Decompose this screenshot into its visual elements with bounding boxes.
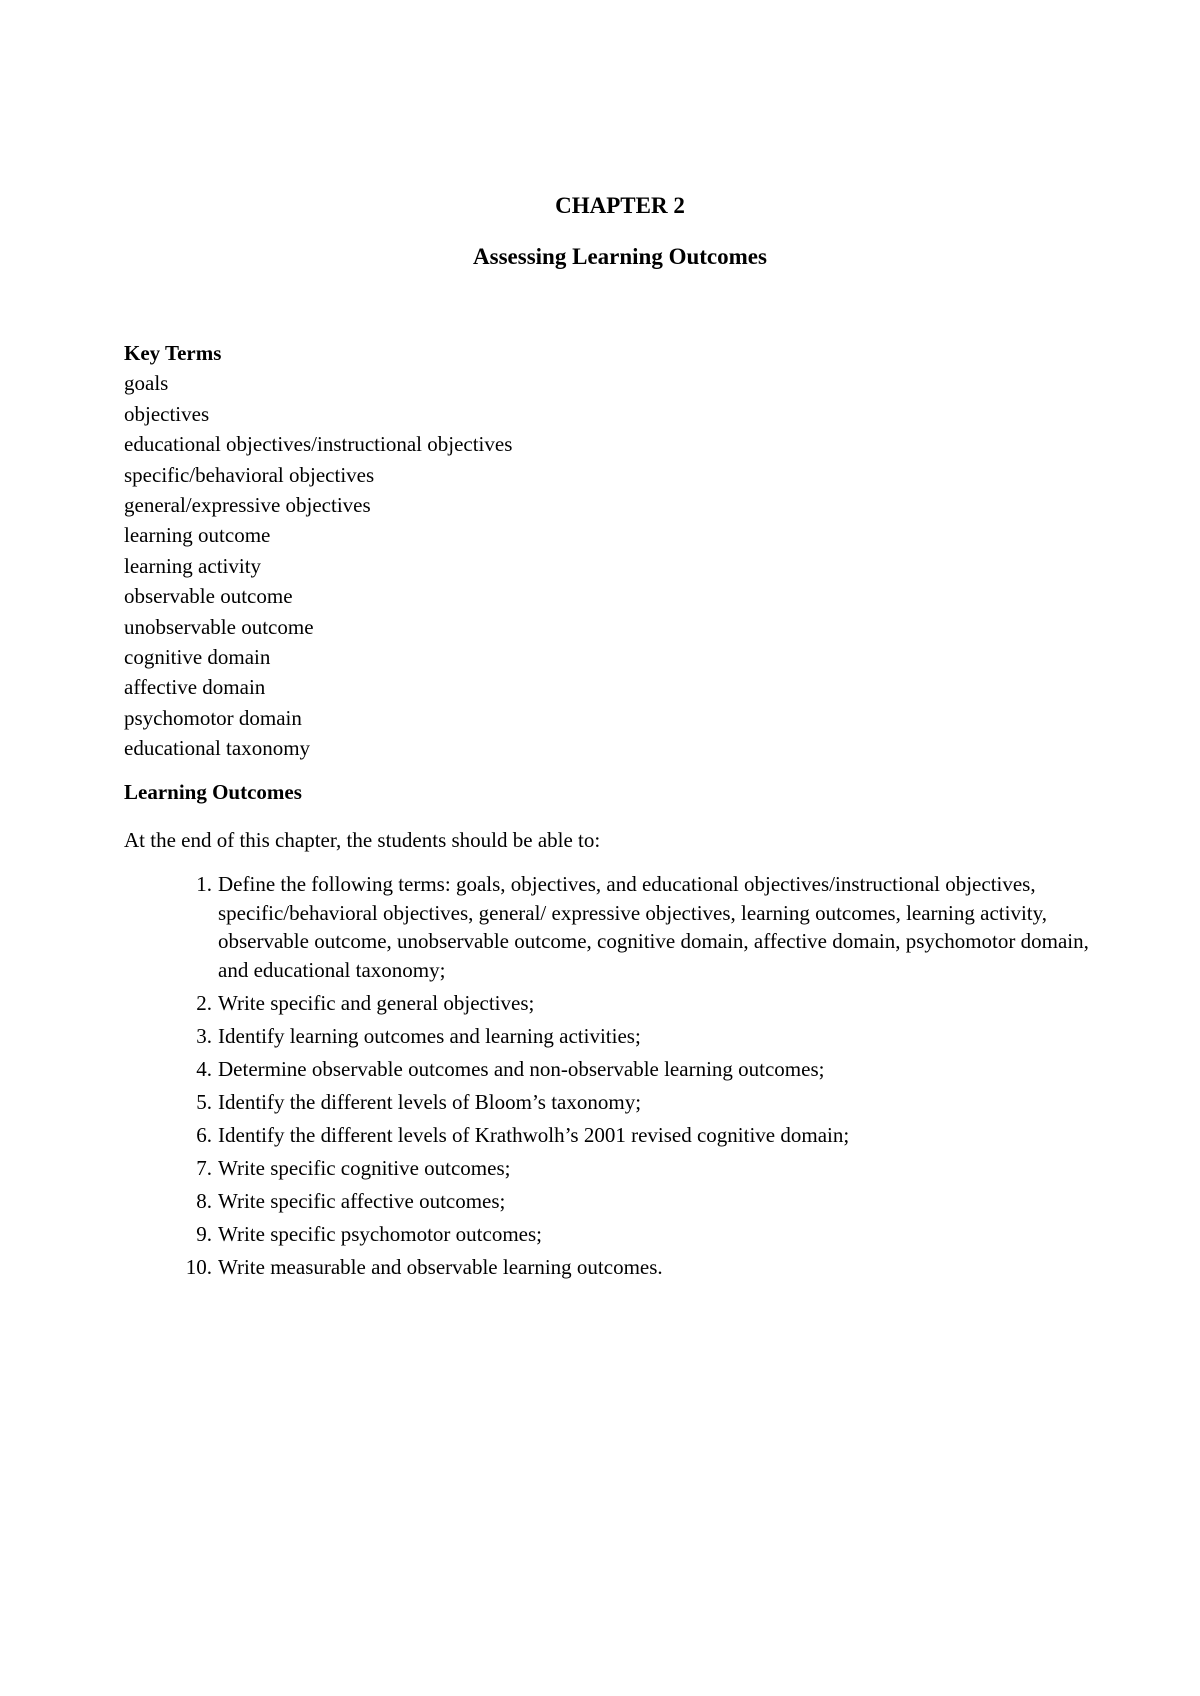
outcome-text: Define the following terms: goals, objectives, and educational objectives/instructional objectives, specific/behavioral objectives, general/ expressive objectives, learning outcomes, learning activity, observable outcome, unobservable outcome, cognitive domain, affective domain, psychomotor domain, and educational taxonomy;: [218, 872, 1089, 982]
outcome-number: 10.: [185, 1254, 212, 1279]
outcome-number: 5.: [196, 1089, 212, 1114]
outcome-text: Identify the different levels of Krathwolh’s 2001 revised cognitive domain;: [218, 1122, 850, 1147]
outcome-number: 9.: [196, 1221, 212, 1246]
outcome-item: [124, 1187, 1124, 1216]
outcome-text: Identify learning outcomes and learning activities;: [218, 1023, 641, 1048]
key-term-item: observable outcome: [124, 584, 293, 609]
outcome-number: 7.: [196, 1155, 212, 1180]
outcome-item: [124, 1088, 1124, 1117]
key-term-item: specific/behavioral objectives: [124, 462, 375, 487]
learning-outcomes-list: [124, 870, 1124, 1286]
key-term-item: goals: [124, 371, 169, 396]
outcome-item: [124, 1121, 1124, 1150]
key-terms-heading: Key Terms: [124, 341, 222, 365]
learning-outcomes-heading: Learning Outcomes: [124, 780, 302, 804]
key-term-item: educational taxonomy: [124, 736, 311, 761]
outcome-number: 6.: [196, 1122, 212, 1147]
outcome-number: 1.: [196, 872, 212, 896]
outcome-item: [124, 989, 1124, 1018]
key-term-item: cognitive domain: [124, 645, 271, 670]
outcome-item: [124, 1253, 1124, 1282]
key-terms-section: [124, 338, 1024, 764]
chapter-title: Assessing Learning Outcomes: [473, 244, 767, 269]
outcome-item: [124, 1055, 1124, 1084]
outcome-item: [124, 1220, 1124, 1249]
outcome-number: 8.: [196, 1188, 212, 1213]
key-terms-list: [124, 368, 1024, 763]
outcome-text: Determine observable outcomes and non-observable learning outcomes;: [218, 1056, 825, 1081]
outcome-text: Write specific and general objectives;: [218, 990, 535, 1015]
key-term-item: psychomotor domain: [124, 705, 302, 730]
outcome-item: [124, 1022, 1124, 1051]
outcome-text: Write measurable and observable learning outcomes.: [218, 1254, 663, 1279]
key-term-item: learning outcome: [124, 523, 271, 548]
outcome-text: Write specific cognitive outcomes;: [218, 1155, 511, 1180]
outcome-number: 4.: [196, 1056, 212, 1081]
key-term-item: affective domain: [124, 675, 266, 700]
chapter-number: CHAPTER 2: [555, 193, 685, 218]
outcome-text: Identify the different levels of Bloom’s taxonomy;: [218, 1089, 642, 1114]
key-term-item: unobservable outcome: [124, 614, 314, 639]
outcome-item: [124, 870, 1124, 984]
key-term-item: learning activity: [124, 553, 262, 578]
key-term-item: general/expressive objectives: [124, 493, 371, 518]
outcome-number: 2.: [196, 990, 212, 1015]
outcome-text: Write specific affective outcomes;: [218, 1188, 506, 1213]
outcome-number: 3.: [196, 1023, 212, 1048]
outcome-text: Write specific psychomotor outcomes;: [218, 1221, 542, 1246]
key-term-item: educational objectives/instructional objectives: [124, 432, 513, 457]
learning-outcomes-intro: At the end of this chapter, the students should be able to:: [124, 828, 601, 852]
outcome-item: [124, 1154, 1124, 1183]
key-term-item: objectives: [124, 401, 210, 426]
